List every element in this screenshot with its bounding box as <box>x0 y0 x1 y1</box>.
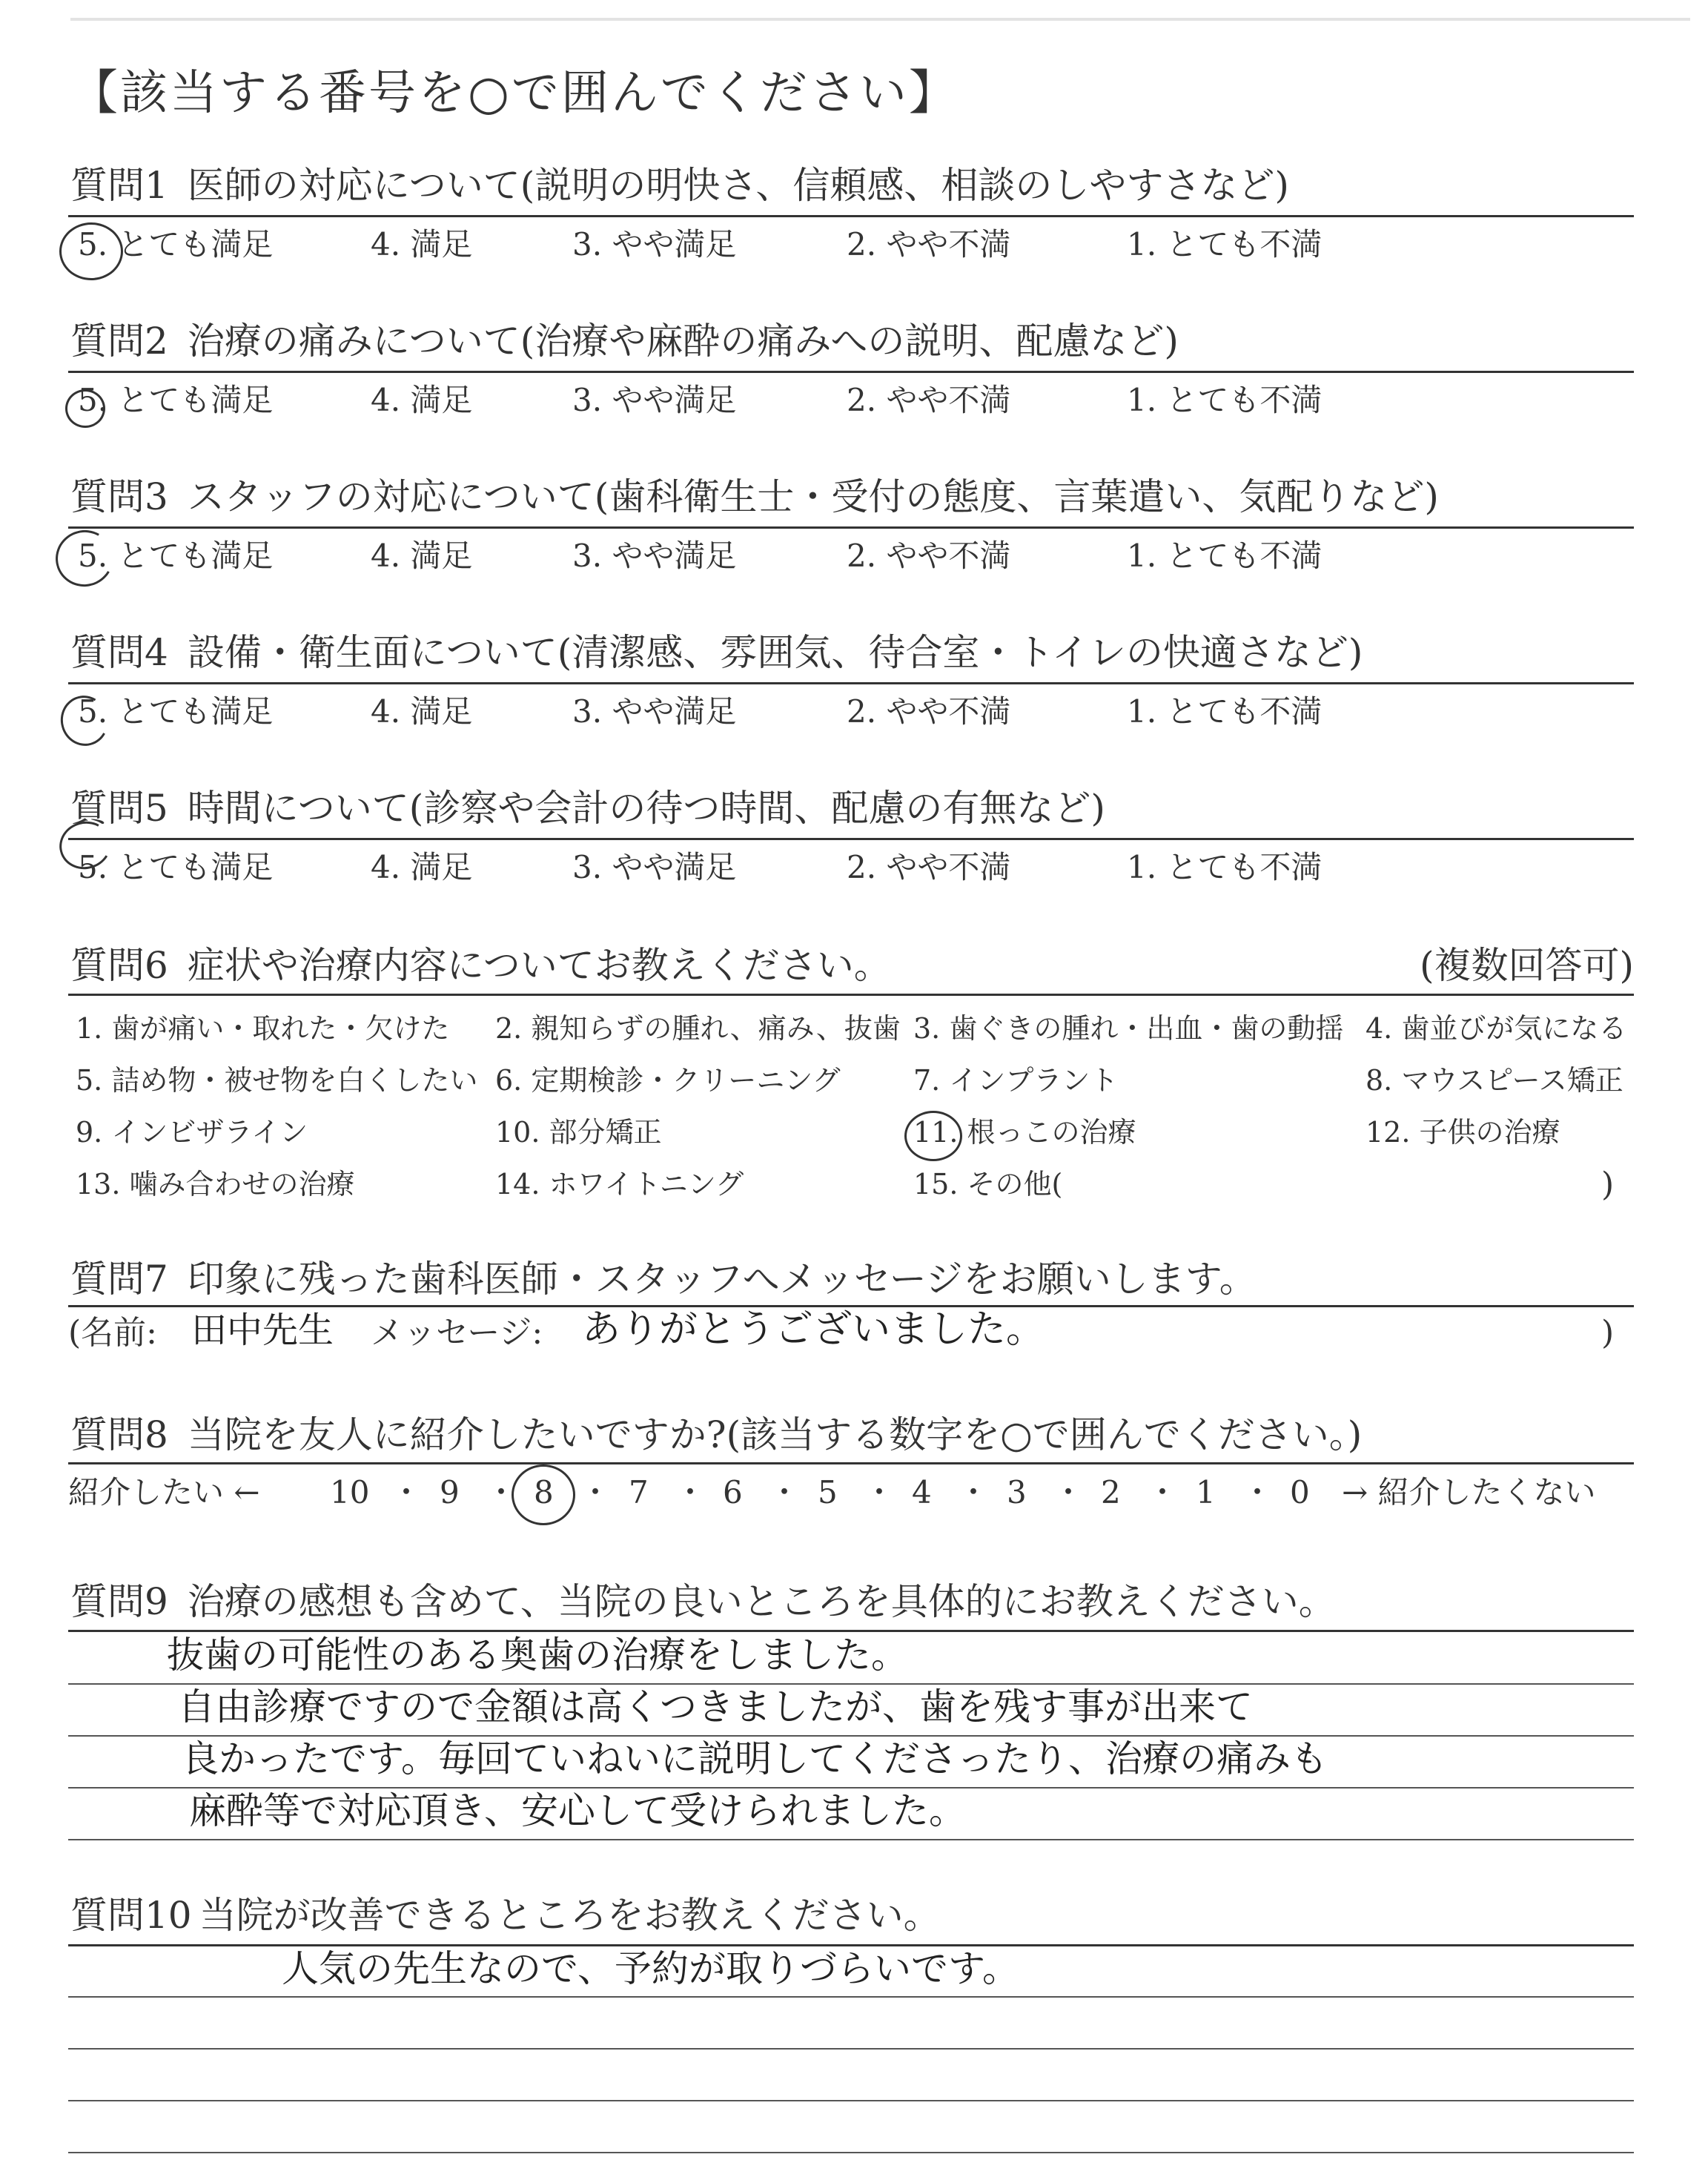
question-text: 治療の痛みについて(治療や麻酔の痛みへの説明、配慮など) <box>187 320 1179 363</box>
q6-item-8[interactable]: 8. マウスピース矯正 <box>1366 1064 1623 1097</box>
q1-option-5[interactable]: 5. とても満足 <box>78 226 274 262</box>
q4-option-1[interactable]: 1. とても不満 <box>1127 693 1323 730</box>
q6-item-7[interactable]: 7. インプラント <box>913 1064 1119 1097</box>
q9-answer-line-4: 麻酔等で対応頂き、安心して受けられました。 <box>189 1789 966 1832</box>
question-10 <box>70 1893 941 1938</box>
q5-option-1[interactable]: 1. とても不満 <box>1127 849 1323 885</box>
question-number: 質問10 <box>70 1894 192 1937</box>
question-rule <box>68 1462 1634 1464</box>
scale-2[interactable]: 2 <box>1101 1474 1121 1510</box>
question-rule <box>68 1630 1634 1632</box>
question-1 <box>70 163 1289 208</box>
scale-1[interactable]: 1 <box>1196 1474 1216 1510</box>
q4-option-2[interactable]: 2. やや不満 <box>847 693 1011 730</box>
q6-item-13[interactable]: 13. 噛み合わせの治療 <box>76 1168 355 1200</box>
q6-item-12[interactable]: 12. 子供の治療 <box>1366 1116 1560 1149</box>
q2-option-2[interactable]: 2. やや不満 <box>847 382 1011 418</box>
question-number: 質問2 <box>70 320 168 363</box>
q3-option-2[interactable]: 2. やや不満 <box>847 538 1011 574</box>
scale-9[interactable]: 9 <box>440 1474 460 1510</box>
question-rule <box>68 215 1634 217</box>
q6-item-3[interactable]: 3. 歯ぐきの腫れ・出血・歯の動揺 <box>913 1012 1344 1045</box>
scale-dot: ・ <box>1242 1474 1274 1510</box>
q2-option-4[interactable]: 4. 満足 <box>371 382 473 418</box>
page-title: 【該当する番号を○で囲んでください】 <box>70 66 959 121</box>
q3-option-5[interactable]: 5. とても満足 <box>78 538 274 574</box>
q4-option-3[interactable]: 3. やや満足 <box>572 693 737 730</box>
question-number: 質問4 <box>70 631 168 674</box>
q5-option-2[interactable]: 2. やや不満 <box>847 849 1011 885</box>
q6-item-4[interactable]: 4. 歯並びが気になる <box>1366 1012 1627 1045</box>
q3-option-1[interactable]: 1. とても不満 <box>1127 538 1323 574</box>
q9-answer-line-1: 抜歯の可能性のある奥歯の治療をしました。 <box>167 1634 908 1677</box>
question-number: 質問3 <box>70 475 168 518</box>
scale-dot: ・ <box>1053 1474 1085 1510</box>
q6-item-11[interactable]: 11. 根っこの治療 <box>913 1116 1136 1149</box>
q9-answer-line-2: 自由診療ですので金額は高くつきましたが、歯を残す事が出来て <box>178 1685 1253 1728</box>
scale-4[interactable]: 4 <box>912 1474 932 1510</box>
question-rule <box>68 682 1634 684</box>
answer-rule <box>68 2100 1634 2101</box>
question-text: 当院が改善できるところをお教えください。 <box>199 1894 941 1937</box>
q6-item-14[interactable]: 14. ホワイトニング <box>495 1168 744 1200</box>
q1-answer-circle <box>59 222 123 280</box>
scale-dot: ・ <box>864 1474 896 1510</box>
question-5 <box>70 786 1105 830</box>
q10-answer-line-1: 人気の先生なので、予約が取りづらいです。 <box>282 1947 1019 1990</box>
question-number: 質問5 <box>70 787 168 830</box>
question-6 <box>70 943 891 988</box>
question-2 <box>70 319 1179 363</box>
q3-option-4[interactable]: 4. 満足 <box>371 538 473 574</box>
question-rule <box>68 526 1634 529</box>
question-number: 質問6 <box>70 944 168 987</box>
q6-other-close-paren: ) <box>1601 1166 1615 1203</box>
q9-answer-line-3: 良かったです。毎回ていねいに説明してくださったり、治療の痛みも <box>182 1737 1328 1780</box>
scale-dot: ・ <box>580 1474 612 1510</box>
question-number: 質問1 <box>70 164 168 207</box>
q1-option-3[interactable]: 3. やや満足 <box>572 226 737 262</box>
scale-dot: ・ <box>769 1474 801 1510</box>
question-rule <box>68 838 1634 840</box>
message-handwritten: ありがとうございました。 <box>582 1307 1045 1352</box>
q6-item-1[interactable]: 1. 歯が痛い・取れた・欠けた <box>76 1012 450 1045</box>
question-number: 質問9 <box>70 1580 168 1623</box>
answer-rule <box>68 1839 1634 1840</box>
answer-rule <box>68 2152 1634 2153</box>
q6-item-9[interactable]: 9. インビザライン <box>76 1116 308 1149</box>
question-text: 時間について(診察や会計の待つ時間、配慮の有無など) <box>187 787 1105 830</box>
scale-10[interactable]: 10 <box>330 1474 370 1510</box>
scale-6[interactable]: 6 <box>723 1474 743 1510</box>
question-8 <box>70 1413 1362 1457</box>
scale-7[interactable]: 7 <box>629 1474 649 1510</box>
top-border-line <box>70 18 1690 21</box>
scale-dot: ・ <box>958 1474 990 1510</box>
name-handwritten: 田中先生 <box>191 1309 334 1351</box>
recommend-right-label: → 紹介したくない <box>1342 1474 1596 1510</box>
question-text: スタッフの対応について(歯科衛生士・受付の態度、言葉遣い、気配りなど) <box>187 475 1439 518</box>
question-text: 治療の感想も含めて、当院の良いところを具体的にお教えください。 <box>187 1580 1336 1623</box>
question-rule <box>68 371 1634 373</box>
q6-item-6[interactable]: 6. 定期検診・クリーニング <box>495 1064 841 1097</box>
message-label: メッセージ: <box>371 1314 543 1352</box>
q5-option-4[interactable]: 4. 満足 <box>371 849 473 885</box>
q6-item-10[interactable]: 10. 部分矯正 <box>495 1116 662 1149</box>
scale-dot: ・ <box>486 1474 517 1510</box>
q1-option-1[interactable]: 1. とても不満 <box>1127 226 1323 262</box>
question-text: 医師の対応について(説明の明快さ、信頼感、相談のしやすさなど) <box>187 164 1289 207</box>
question-3 <box>70 475 1439 519</box>
q6-item-15[interactable]: 15. その他( <box>913 1168 1063 1200</box>
question-7 <box>70 1257 1257 1301</box>
q6-item-2[interactable]: 2. 親知らずの腫れ、痛み、抜歯 <box>495 1012 901 1045</box>
answer-rule <box>68 1996 1634 1998</box>
q2-answer-circle <box>65 389 105 428</box>
answer-rule <box>68 2048 1634 2050</box>
question-text: 当院を友人に紹介したいですか?(該当する数字を○で囲んでください。) <box>187 1413 1363 1456</box>
scale-0[interactable]: 0 <box>1290 1474 1310 1510</box>
scale-dot: ・ <box>675 1474 706 1510</box>
q4-option-5[interactable]: 5. とても満足 <box>78 693 274 730</box>
q2-option-3[interactable]: 3. やや満足 <box>572 382 737 418</box>
multiple-answers-note: (複数回答可) <box>1419 944 1634 987</box>
scale-8[interactable]: 8 <box>534 1474 554 1510</box>
scale-dot: ・ <box>1147 1474 1179 1510</box>
question-rule <box>68 994 1634 996</box>
question-text: 設備・衛生面について(清潔感、雰囲気、待合室・トイレの快適さなど) <box>187 631 1363 674</box>
scale-3[interactable]: 3 <box>1007 1474 1027 1510</box>
q2-option-5[interactable]: 5. とても満足 <box>78 382 274 418</box>
q1-option-4[interactable]: 4. 満足 <box>371 226 473 262</box>
question-text: 症状や治療内容についてお教えください。 <box>187 944 891 987</box>
q6-answer-circle <box>904 1111 962 1161</box>
question-9 <box>70 1579 1336 1624</box>
scale-5[interactable]: 5 <box>818 1474 838 1510</box>
q4-option-4[interactable]: 4. 満足 <box>371 693 473 730</box>
q5-option-5[interactable]: 5. とても満足 <box>78 849 274 885</box>
question-4 <box>70 630 1363 675</box>
q3-option-3[interactable]: 3. やや満足 <box>572 538 737 574</box>
message-close-paren: ) <box>1601 1314 1615 1352</box>
q1-option-2[interactable]: 2. やや不満 <box>847 226 1011 262</box>
name-label: (名前: <box>68 1314 157 1352</box>
q8-answer-circle <box>512 1464 575 1525</box>
question-number: 質問8 <box>70 1413 168 1456</box>
recommend-left-label: 紹介したい ← <box>68 1474 260 1510</box>
q2-option-1[interactable]: 1. とても不満 <box>1127 382 1323 418</box>
q5-option-3[interactable]: 3. やや満足 <box>572 849 737 885</box>
question-number: 質問7 <box>70 1258 168 1301</box>
q3-answer-circle <box>49 524 119 593</box>
scale-dot: ・ <box>391 1474 423 1510</box>
question-text: 印象に残った歯科医師・スタッフへメッセージをお願いします。 <box>187 1258 1257 1301</box>
q6-item-5[interactable]: 5. 詰め物・被せ物を白くしたい <box>76 1064 478 1097</box>
